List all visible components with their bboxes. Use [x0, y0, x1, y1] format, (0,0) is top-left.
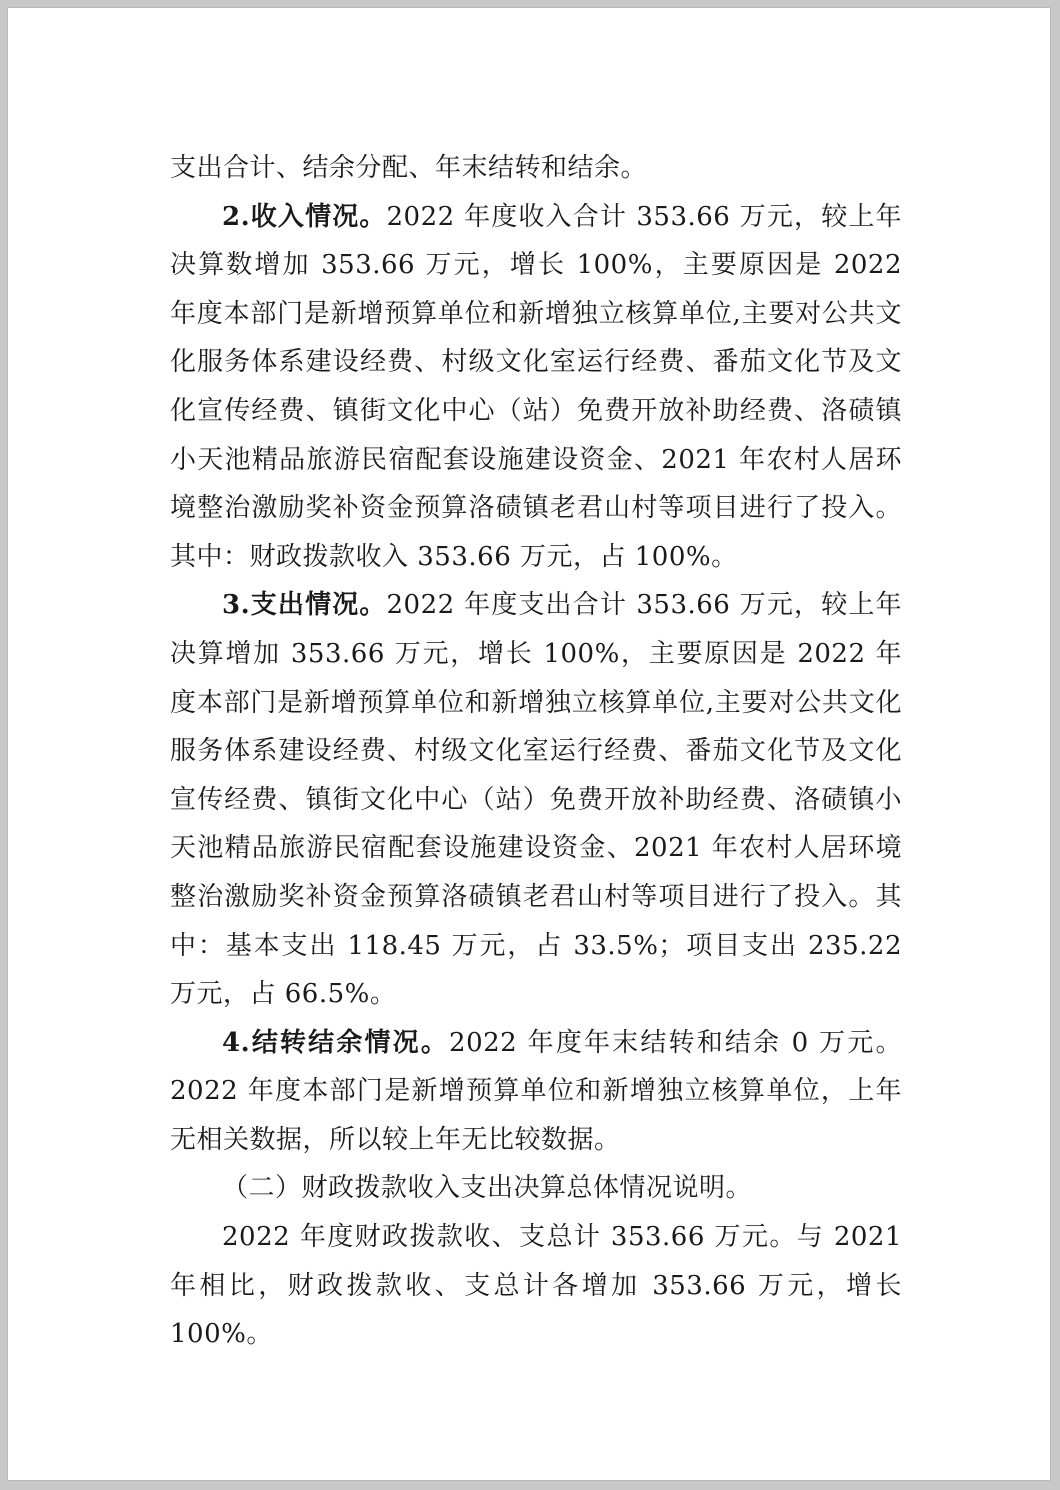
- paragraph-carryover: [170, 1019, 902, 1165]
- document-page: [7, 7, 1051, 1481]
- paragraph-income: [170, 193, 902, 582]
- paragraph-text: 2022 年度支出合计 353.66 万元，较上年决算增加 353.66 万元，增长 100%，主要原因是 2022 年度本部门是新增预算单位和新增独立核算单位,主要对公共文化服务体系建设经费、村级文化室运行经费、番茄文化节及文化宣传经费、镇街文化中心（站）免费开放补助经费、洛碛镇小天池精品旅游民宿配套设施建设资金、2021 年农村人居环境整治激励奖补资金预算洛碛镇老君山村等项目进行了投入。其中：基本支出 118.45 万元，占 33.5%；项目支出 235.22 万元，占 66.5%。: [170, 590, 902, 1010]
- section-heading-income: 2.收入情况。: [222, 201, 387, 232]
- document-body: [170, 144, 902, 1359]
- section-heading-expenditure: 3.支出情况。: [222, 590, 387, 621]
- paragraph-text: 2022 年度财政拨款收、支总计 353.66 万元。与 2021 年相比，财政拨款收、支总计各增加 353.66 万元，增长 100%。: [170, 1222, 902, 1350]
- paragraph-text: 2022 年度年末结转和结余 0 万元。2022 年度本部门是新增预算单位和新增独立核算单位，上年无相关数据，所以较上年无比较数据。: [170, 1027, 902, 1155]
- section-heading-carryover: 4.结转结余情况。: [222, 1027, 450, 1058]
- section-subtitle-fiscal: [170, 1164, 902, 1213]
- paragraph-fiscal-summary: [170, 1213, 902, 1359]
- paragraph-continuation: [170, 144, 902, 193]
- paragraph-expenditure: [170, 581, 902, 1018]
- paragraph-text: 2022 年度收入合计 353.66 万元，较上年决算数增加 353.66 万元，增长 100%，主要原因是 2022 年度本部门是新增预算单位和新增独立核算单位,主要对公共文化服务体系建设经费、村级文化室运行经费、番茄文化节及文化宣传经费、镇街文化中心（站）免费开放补助经费、洛碛镇小天池精品旅游民宿配套设施建设资金、2021 年农村人居环境整治激励奖补资金预算洛碛镇老君山村等项目进行了投入。其中：财政拨款收入 353.66 万元，占 100%。: [170, 201, 902, 572]
- subtitle-text: （二）财政拨款收入支出决算总体情况说明。: [222, 1173, 753, 1204]
- paragraph-text: 支出合计、结余分配、年末结转和结余。: [170, 153, 648, 183]
